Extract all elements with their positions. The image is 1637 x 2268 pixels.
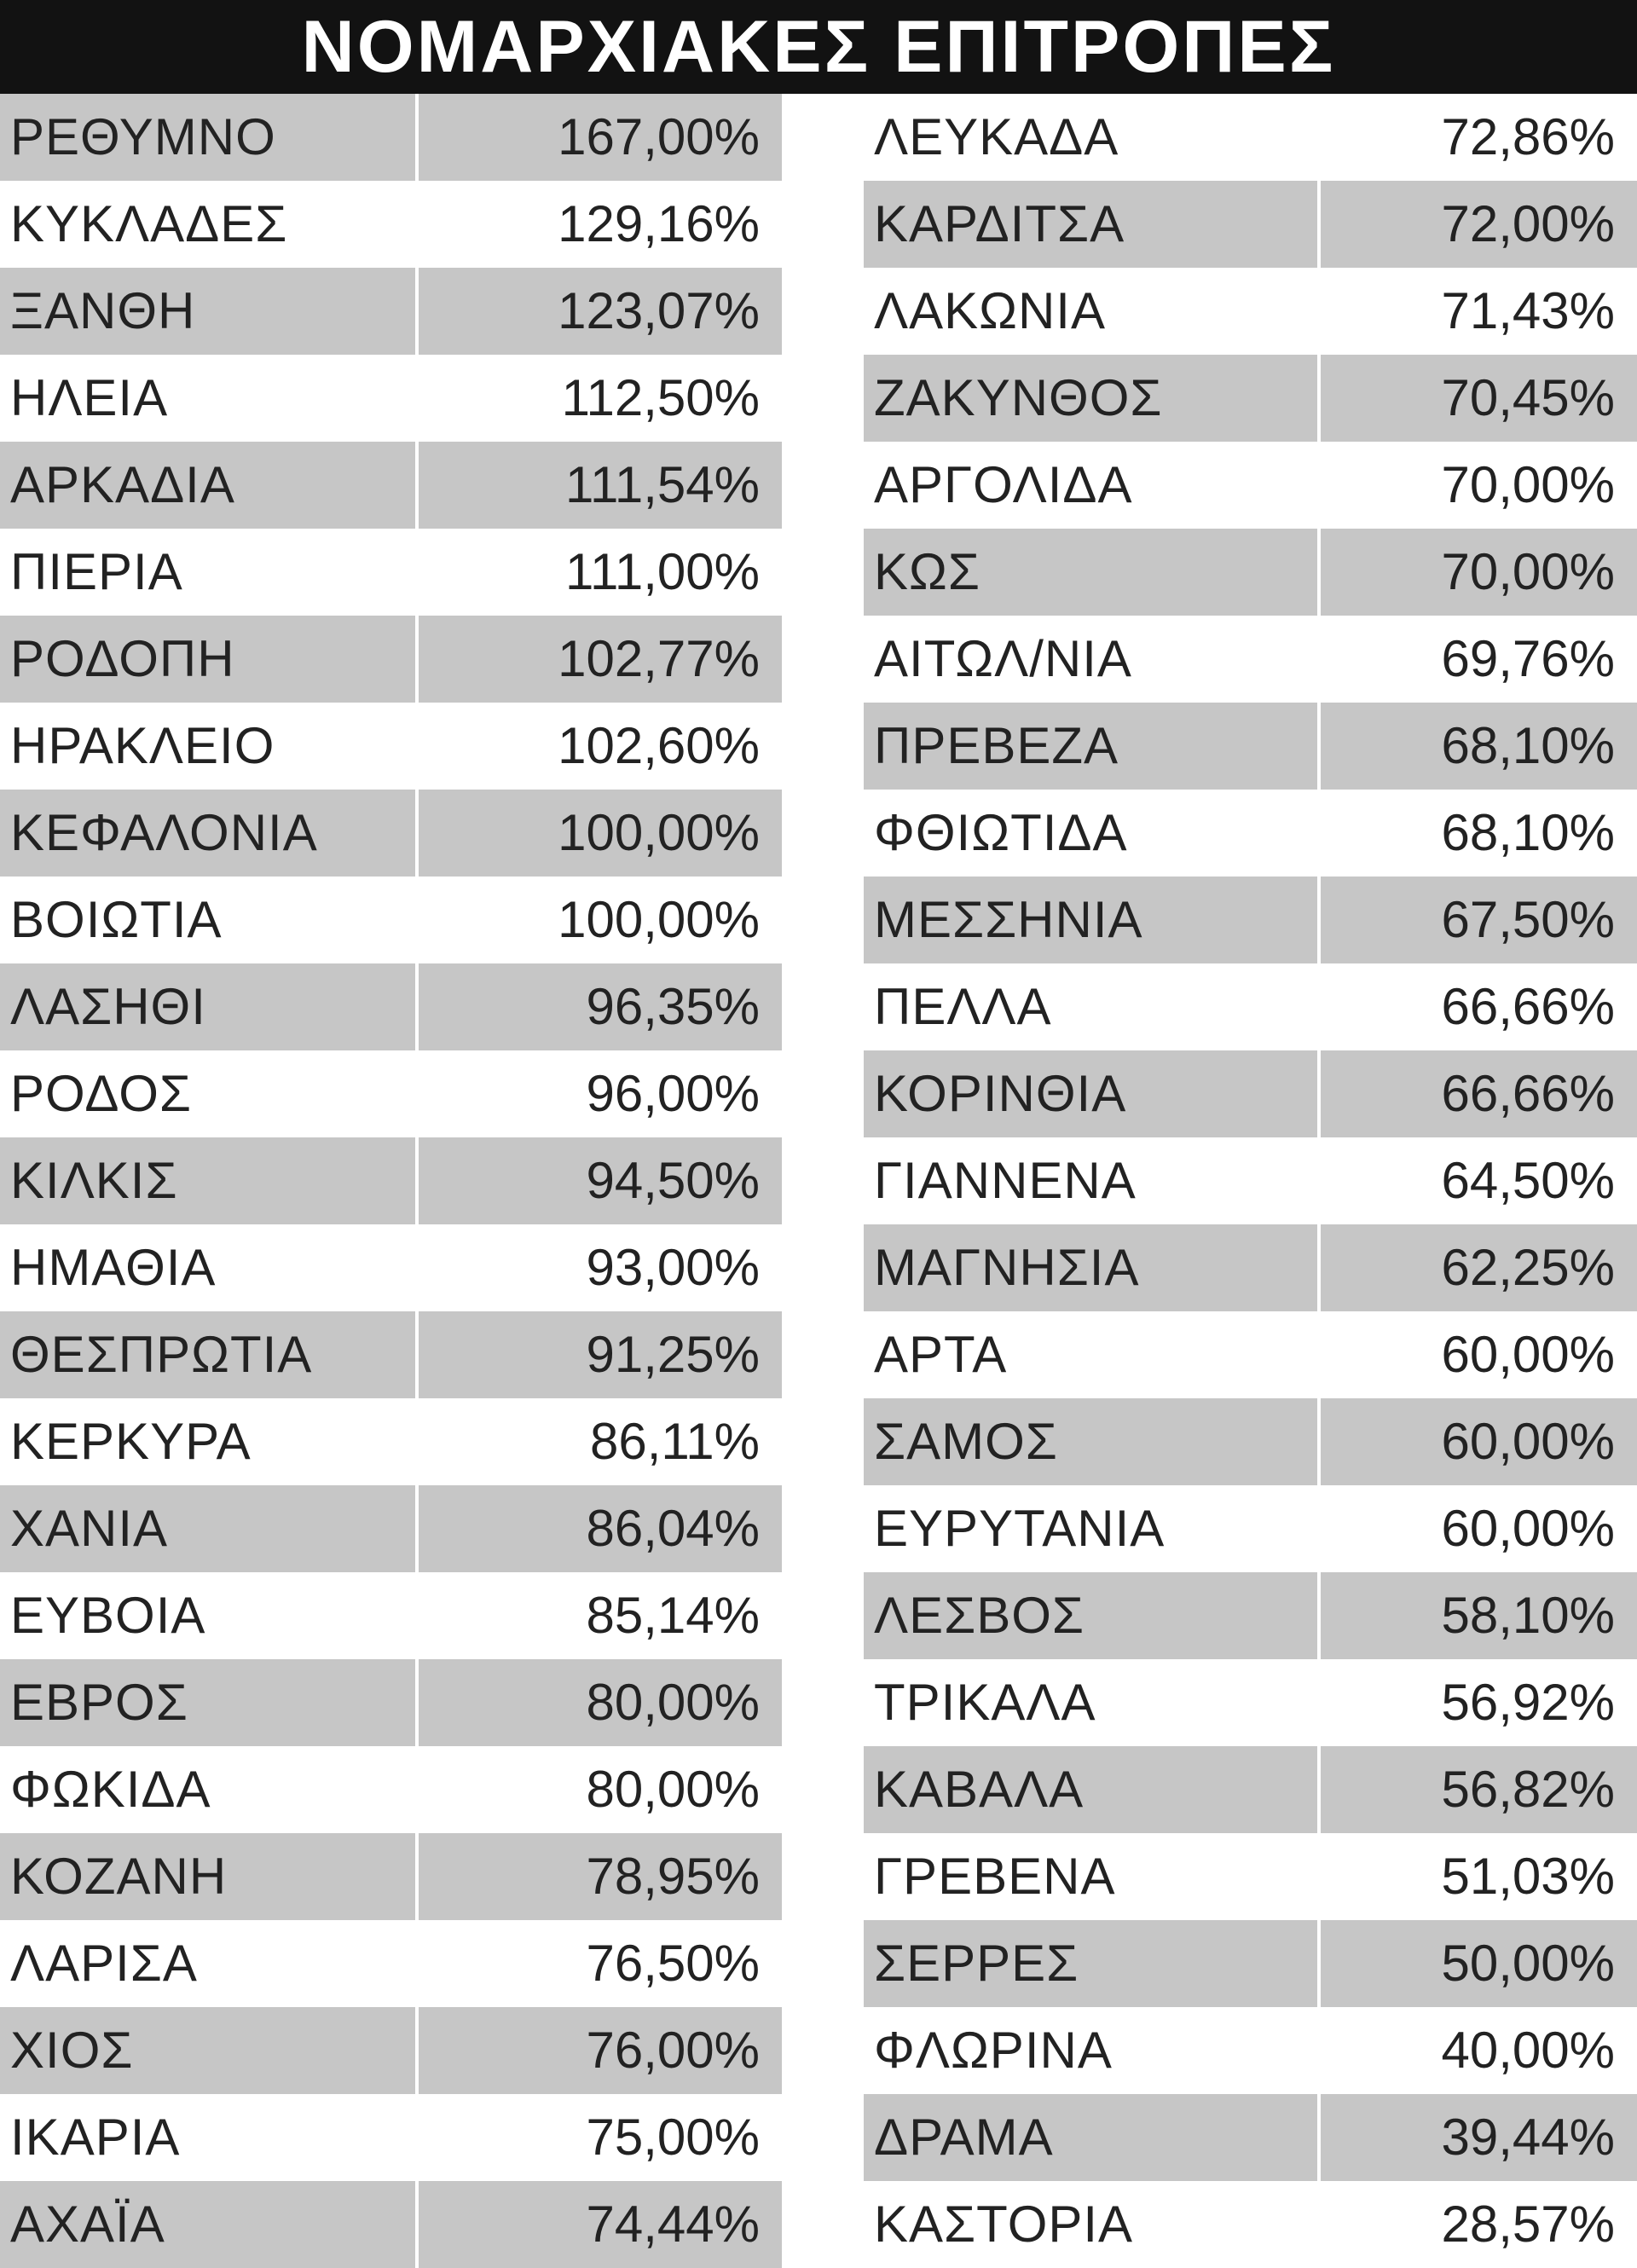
percentage-value: 69,76% <box>1441 630 1615 687</box>
table-row <box>864 1572 1637 1659</box>
table-row <box>864 1833 1637 1920</box>
cell-divider <box>415 790 419 877</box>
prefecture-name: ΡΟΔΟΠΗ <box>10 630 235 687</box>
table-row <box>864 1659 1637 1746</box>
table-row <box>864 1050 1637 1137</box>
table-row <box>864 268 1637 355</box>
table-row <box>0 2007 782 2094</box>
prefecture-name: ΛΑΣΗΘΙ <box>10 978 206 1035</box>
prefecture-name: ΛΑΡΙΣΑ <box>10 1935 198 1992</box>
prefecture-name: ΚΑΒΑΛΑ <box>874 1761 1085 1818</box>
table-row <box>0 94 782 181</box>
table-row <box>864 1746 1637 1833</box>
percentage-value: 70,45% <box>1441 369 1615 426</box>
cell-divider <box>1317 1398 1321 1485</box>
cell-divider <box>415 1833 419 1920</box>
cell-divider <box>415 1311 419 1398</box>
prefecture-name: ΚΕΡΚΥΡΑ <box>10 1413 252 1470</box>
prefecture-name: ΜΕΣΣΗΝΙΑ <box>874 891 1143 948</box>
prefecture-name: ΕΒΡΟΣ <box>10 1674 188 1731</box>
cell-divider <box>1317 355 1321 442</box>
cell-divider <box>415 181 419 268</box>
prefecture-name: ΚΑΣΤΟΡΙΑ <box>874 2196 1134 2253</box>
table-row <box>864 94 1637 181</box>
prefecture-name: ΡΟΔΟΣ <box>10 1065 193 1122</box>
prefecture-name: ΜΑΓΝΗΣΙΑ <box>874 1239 1140 1296</box>
percentage-value: 60,00% <box>1441 1326 1615 1383</box>
table-row <box>864 1224 1637 1311</box>
table-row <box>0 616 782 703</box>
percentage-value: 56,92% <box>1441 1674 1615 1731</box>
cell-divider <box>1317 703 1321 790</box>
table-row <box>0 790 782 877</box>
percentage-value: 93,00% <box>586 1239 760 1296</box>
prefecture-name: ΗΡΑΚΛΕΙΟ <box>10 717 275 774</box>
percentage-value: 66,66% <box>1441 1065 1615 1122</box>
table-row <box>0 1485 782 1572</box>
table-row <box>864 2007 1637 2094</box>
table-row <box>0 1050 782 1137</box>
percentage-value: 67,50% <box>1441 891 1615 948</box>
left-column <box>0 94 782 2268</box>
prefecture-name: ΗΛΕΙΑ <box>10 369 169 426</box>
prefecture-name: ΧΑΝΙΑ <box>10 1500 169 1557</box>
percentage-value: 80,00% <box>586 1674 760 1731</box>
cell-divider <box>1317 1746 1321 1833</box>
prefecture-name: ΚΕΦΑΛΟΝΙΑ <box>10 804 318 861</box>
prefecture-name: ΛΕΣΒΟΣ <box>874 1587 1085 1644</box>
prefecture-name: ΑΧΑΪΑ <box>10 2196 165 2253</box>
percentage-value: 40,00% <box>1441 2022 1615 2079</box>
cell-divider <box>1317 1311 1321 1398</box>
table-row <box>864 1920 1637 2007</box>
percentage-value: 51,03% <box>1441 1848 1615 1905</box>
table-row <box>0 877 782 963</box>
cell-divider <box>1317 442 1321 529</box>
cell-divider <box>415 616 419 703</box>
cell-divider <box>1317 1224 1321 1311</box>
table-row <box>0 963 782 1050</box>
cell-divider <box>1317 1659 1321 1746</box>
table-row <box>0 529 782 616</box>
cell-divider <box>1317 1920 1321 2007</box>
prefecture-name: ΧΙΟΣ <box>10 2022 134 2079</box>
percentage-value: 80,00% <box>586 1761 760 1818</box>
table-row <box>864 181 1637 268</box>
table-row <box>864 1485 1637 1572</box>
prefecture-name: ΚΩΣ <box>874 543 980 600</box>
percentage-value: 56,82% <box>1441 1761 1615 1818</box>
table-row <box>864 790 1637 877</box>
table-row <box>0 268 782 355</box>
percentage-value: 72,00% <box>1441 195 1615 252</box>
table-title: ΝΟΜΑΡΧΙΑΚΕΣ ΕΠΙΤΡΟΠΕΣ <box>301 6 1336 88</box>
table-row <box>0 703 782 790</box>
table-row <box>864 1137 1637 1224</box>
prefecture-name: ΠΡΕΒΕΖΑ <box>874 717 1119 774</box>
cell-divider <box>415 1920 419 2007</box>
table-row <box>0 1224 782 1311</box>
prefecture-name: ΘΕΣΠΡΩΤΙΑ <box>10 1326 313 1383</box>
cell-divider <box>415 2181 419 2268</box>
cell-divider <box>415 355 419 442</box>
percentage-value: 76,00% <box>586 2022 760 2079</box>
prefecture-name: ΕΥΒΟΙΑ <box>10 1587 206 1644</box>
percentage-value: 62,25% <box>1441 1239 1615 1296</box>
prefecture-name: ΓΙΑΝΝΕΝΑ <box>874 1152 1137 1209</box>
prefecture-name: ΑΙΤΩΛ/ΝΙΑ <box>874 630 1132 687</box>
cell-divider <box>415 877 419 963</box>
percentage-value: 78,95% <box>586 1848 760 1905</box>
percentage-value: 74,44% <box>586 2196 760 2253</box>
cell-divider <box>415 1746 419 1833</box>
percentage-value: 71,43% <box>1441 282 1615 339</box>
percentage-value: 112,50% <box>561 369 760 426</box>
prefecture-name: ΛΑΚΩΝΙΑ <box>874 282 1106 339</box>
prefecture-name: ΓΡΕΒΕΝΑ <box>874 1848 1116 1905</box>
cell-divider <box>1317 877 1321 963</box>
cell-divider <box>415 94 419 181</box>
table-row <box>0 2094 782 2181</box>
prefecture-name: ΚΟΡΙΝΘΙΑ <box>874 1065 1127 1122</box>
percentage-value: 70,00% <box>1441 543 1615 600</box>
prefecture-name: ΦΘΙΩΤΙΔΑ <box>874 804 1128 861</box>
percentage-value: 58,10% <box>1441 1587 1615 1644</box>
prefecture-name: ΠΙΕΡΙΑ <box>10 543 183 600</box>
cell-divider <box>415 1398 419 1485</box>
percentage-value: 60,00% <box>1441 1413 1615 1470</box>
cell-divider <box>1317 1572 1321 1659</box>
prefecture-name: ΑΡΤΑ <box>874 1326 1008 1383</box>
prefecture-name: ΤΡΙΚΑΛΑ <box>874 1674 1096 1731</box>
prefecture-name: ΖΑΚΥΝΘΟΣ <box>874 369 1163 426</box>
percentage-value: 50,00% <box>1441 1935 1615 1992</box>
table-row <box>864 1398 1637 1485</box>
percentage-value: 111,00% <box>565 543 760 600</box>
table-row <box>0 1746 782 1833</box>
prefecture-name: ΞΑΝΘΗ <box>10 282 196 339</box>
cell-divider <box>1317 2181 1321 2268</box>
cell-divider <box>1317 181 1321 268</box>
percentage-value: 60,00% <box>1441 1500 1615 1557</box>
cell-divider <box>415 442 419 529</box>
prefecture-name: ΚΟΖΑΝΗ <box>10 1848 228 1905</box>
table-row <box>0 1833 782 1920</box>
percentage-value: 167,00% <box>558 108 760 165</box>
prefecture-name: ΕΥΡΥΤΑΝΙΑ <box>874 1500 1166 1557</box>
cell-divider <box>415 703 419 790</box>
table-row <box>864 963 1637 1050</box>
table-row <box>0 1311 782 1398</box>
percentage-value: 96,35% <box>586 978 760 1035</box>
prefecture-name: ΑΡΚΑΔΙΑ <box>10 456 235 513</box>
cell-divider <box>1317 963 1321 1050</box>
percentage-value: 91,25% <box>586 1326 760 1383</box>
cell-divider <box>1317 94 1321 181</box>
table-row <box>864 529 1637 616</box>
cell-divider <box>1317 1137 1321 1224</box>
cell-divider <box>1317 2094 1321 2181</box>
table-row <box>864 2094 1637 2181</box>
prefecture-name: ΛΕΥΚΑΔΑ <box>874 108 1119 165</box>
percentage-value: 72,86% <box>1441 108 1615 165</box>
cell-divider <box>415 1485 419 1572</box>
cell-divider <box>1317 2007 1321 2094</box>
prefecture-name: ΠΕΛΛΑ <box>874 978 1052 1035</box>
table-row <box>864 703 1637 790</box>
percentage-value: 64,50% <box>1441 1152 1615 1209</box>
cell-divider <box>1317 616 1321 703</box>
prefecture-name: ΡΕΘΥΜΝΟ <box>10 108 276 165</box>
table-row <box>0 1398 782 1485</box>
right-column <box>864 94 1637 2268</box>
prefecture-name: ΦΛΩΡΙΝΑ <box>874 2022 1113 2079</box>
table-row <box>0 1920 782 2007</box>
prefecture-name: ΒΟΙΩΤΙΑ <box>10 891 223 948</box>
cell-divider <box>1317 1485 1321 1572</box>
table-row <box>864 616 1637 703</box>
percentage-value: 102,60% <box>558 717 760 774</box>
percentage-value: 68,10% <box>1441 804 1615 861</box>
prefecture-name: ΔΡΑΜΑ <box>874 2109 1054 2166</box>
percentage-value: 129,16% <box>558 195 760 252</box>
prefecture-name: ΑΡΓΟΛΙΔΑ <box>874 456 1133 513</box>
prefecture-name: ΗΜΑΘΙΑ <box>10 1239 217 1296</box>
cell-divider <box>415 268 419 355</box>
percentage-value: 75,00% <box>586 2109 760 2166</box>
prefecture-name: ΣΑΜΟΣ <box>874 1413 1058 1470</box>
table-row <box>0 355 782 442</box>
cell-divider <box>1317 790 1321 877</box>
percentage-value: 100,00% <box>558 804 760 861</box>
percentage-value: 68,10% <box>1441 717 1615 774</box>
percentage-value: 94,50% <box>586 1152 760 1209</box>
title-bar <box>0 0 1637 94</box>
cell-divider <box>1317 1050 1321 1137</box>
cell-divider <box>1317 1833 1321 1920</box>
percentage-value: 123,07% <box>558 282 760 339</box>
percentage-value: 96,00% <box>586 1065 760 1122</box>
cell-divider <box>415 1572 419 1659</box>
cell-divider <box>415 1224 419 1311</box>
table-row <box>0 1137 782 1224</box>
percentage-value: 85,14% <box>586 1587 760 1644</box>
percentage-value: 76,50% <box>586 1935 760 1992</box>
cell-divider <box>415 1137 419 1224</box>
cell-divider <box>1317 529 1321 616</box>
cell-divider <box>415 2007 419 2094</box>
percentage-value: 86,04% <box>586 1500 760 1557</box>
percentage-value: 111,54% <box>565 456 760 513</box>
percentage-value: 100,00% <box>558 891 760 948</box>
table-row <box>0 181 782 268</box>
prefecture-name: ΚΑΡΔΙΤΣΑ <box>874 195 1125 252</box>
prefecture-name: ΣΕΡΡΕΣ <box>874 1935 1079 1992</box>
prefecture-name: ΙΚΑΡΙΑ <box>10 2109 181 2166</box>
table-row <box>0 2181 782 2268</box>
percentage-value: 66,66% <box>1441 978 1615 1035</box>
percentage-value: 28,57% <box>1441 2196 1615 2253</box>
cell-divider <box>415 2094 419 2181</box>
table-row <box>0 1659 782 1746</box>
prefecture-name: ΦΩΚΙΔΑ <box>10 1761 211 1818</box>
percentage-value: 70,00% <box>1441 456 1615 513</box>
percentage-value: 102,77% <box>558 630 760 687</box>
prefecture-name: ΚΥΚΛΑΔΕΣ <box>10 195 288 252</box>
table-row <box>864 877 1637 963</box>
table-row <box>0 442 782 529</box>
cell-divider <box>415 529 419 616</box>
percentage-value: 86,11% <box>589 1413 760 1470</box>
table-row <box>0 1572 782 1659</box>
table-row <box>864 355 1637 442</box>
table-row <box>864 442 1637 529</box>
cell-divider <box>415 963 419 1050</box>
prefecture-name: ΚΙΛΚΙΣ <box>10 1152 178 1209</box>
cell-divider <box>415 1050 419 1137</box>
cell-divider <box>415 1659 419 1746</box>
table-row <box>864 1311 1637 1398</box>
percentage-value: 39,44% <box>1441 2109 1615 2166</box>
cell-divider <box>1317 268 1321 355</box>
table-row <box>864 2181 1637 2268</box>
